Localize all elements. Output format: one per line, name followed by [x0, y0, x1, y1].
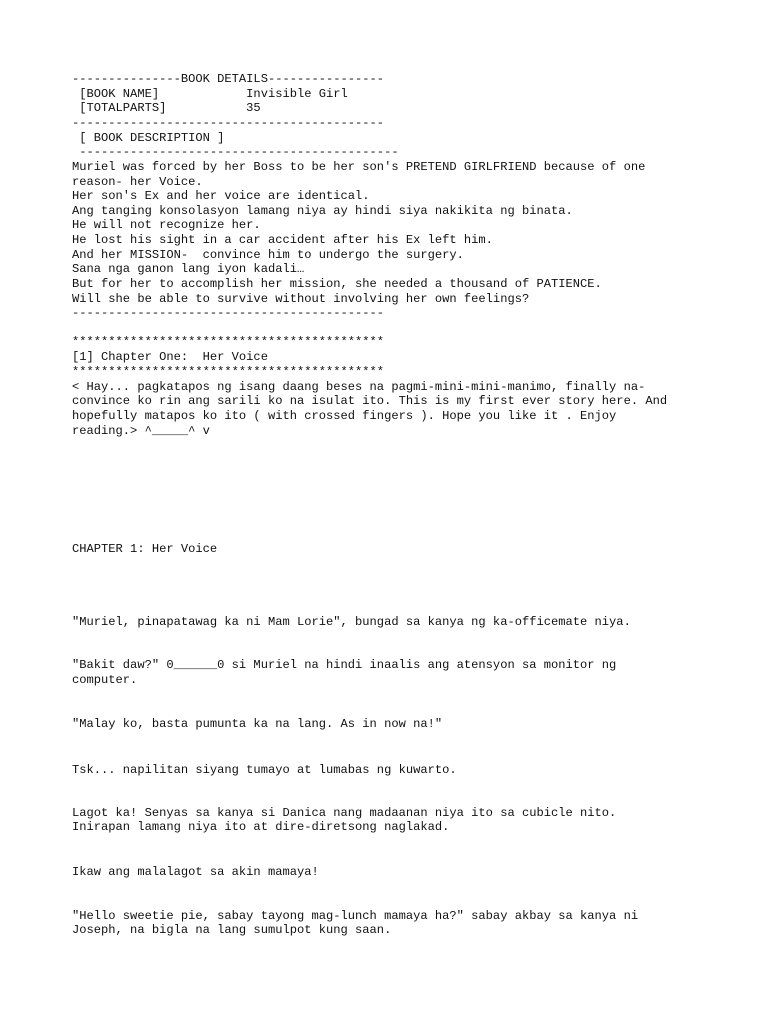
story-paragraph-line: "Muriel, pinapatawag ka ni Mam Lorie", bungad sa kanya ng ka-officemate niya.: [72, 615, 631, 629]
story-paragraph-line: "Malay ko, basta pumunta ka na lang. As in now na!": [72, 717, 443, 731]
story-paragraph-line: "Hello sweetie pie, sabay tayong mag-lunch mamaya ha?" sabay akbay sa kanya ni: [72, 909, 639, 923]
book-details-header: ---------------BOOK DETAILS----------------: [72, 72, 385, 86]
story-paragraph-line: computer.: [72, 673, 138, 687]
description-line: But for her to accomplish her mission, she needed a thousand of PATIENCE.: [72, 277, 602, 291]
story-paragraph-line: Ikaw ang malalagot sa akin mamaya!: [72, 865, 319, 879]
book-description-divider-top: --------------------------------------------: [72, 145, 399, 159]
description-line: Her son's Ex and her voice are identical.: [72, 189, 370, 203]
description-line: Will she be able to survive without involving her own feelings?: [72, 292, 530, 306]
description-line: reason- her Voice.: [72, 175, 203, 189]
description-line: Sana nga ganon lang iyon kadali…: [72, 262, 305, 276]
description-line: Ang tanging konsolasyon lamang niya ay hindi siya nakikita ng binata.: [72, 204, 573, 218]
story-paragraph-line: Lagot ka! Senyas sa kanya si Danica nang madaanan niya ito sa cubicle nito.: [72, 806, 617, 820]
book-name-row: [BOOK NAME] Invisible Girl: [72, 87, 348, 101]
author-note-line: reading.> ^_____^ v: [72, 424, 210, 438]
story-paragraph-line: "Bakit daw?" 0______0 si Muriel na hindi inaalis ang atensyon sa monitor ng: [72, 658, 617, 672]
description-line: And her MISSION- convince him to undergo the surgery.: [72, 248, 464, 262]
description-line: Muriel was forced by her Boss to be her son's PRETEND GIRLFRIEND because of one: [72, 160, 646, 174]
author-note-line: hopefully matapos ko ito ( with crossed fingers ). Hope you like it . Enjoy: [72, 409, 617, 423]
chapter-banner-stars-top: *******************************************: [72, 335, 385, 349]
author-note-line: < Hay... pagkatapos ng isang daang beses na pagmi-mini-mini-manimo, finally na-: [72, 380, 646, 394]
chapter-banner-stars-bottom: *******************************************: [72, 365, 385, 379]
chapter-banner-title: [1] Chapter One: Her Voice: [72, 350, 268, 364]
chapter-heading: CHAPTER 1: Her Voice: [72, 542, 218, 556]
story-paragraph-line: Tsk... napilitan siyang tumayo at lumabas ng kuwarto.: [72, 763, 457, 777]
total-parts-row: [TOTALPARTS] 35: [72, 101, 261, 115]
description-line: He lost his sight in a car accident after his Ex left him.: [72, 233, 493, 247]
author-note-line: convince ko rin ang sarili ko na isulat ito. This is my first ever story here. And: [72, 394, 668, 408]
book-description-header: [ BOOK DESCRIPTION ]: [72, 131, 225, 145]
story-paragraph-line: Joseph, na bigla na lang sumulpot kung saan.: [72, 923, 392, 937]
book-description-divider-bottom: -------------------------------------------: [72, 306, 385, 320]
description-line: He will not recognize her.: [72, 218, 261, 232]
story-paragraph-line: Inirapan lamang niya ito at dire-diretsong naglakad.: [72, 820, 450, 834]
book-details-divider: -------------------------------------------: [72, 116, 385, 130]
